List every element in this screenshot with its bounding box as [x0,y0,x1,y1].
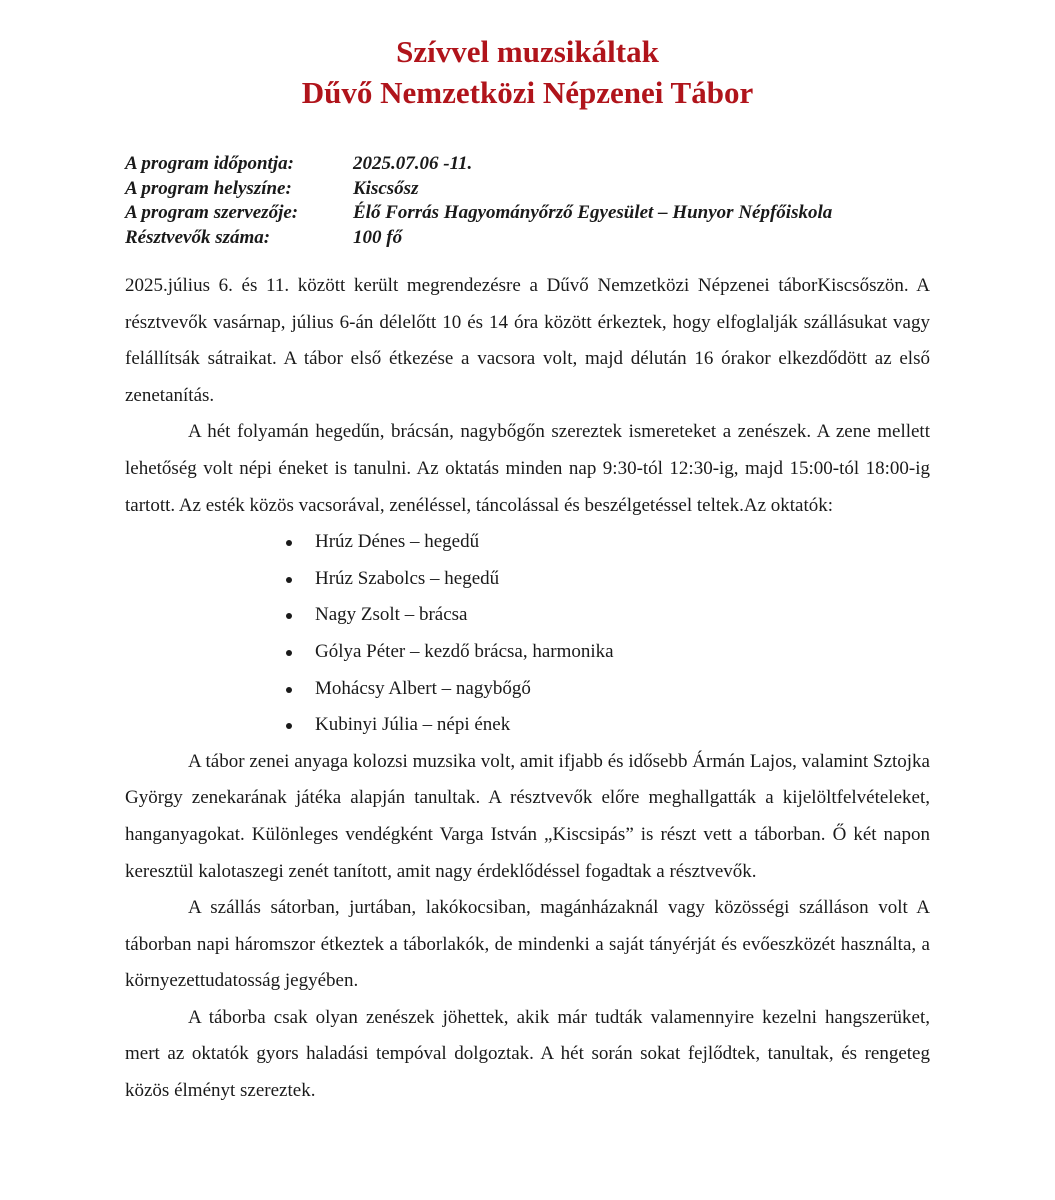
article-body [125,268,930,1110]
list-item [283,634,930,671]
instructor-text: Gólya Péter – kezdő brácsa, harmonika [315,640,614,662]
bullet-icon [286,540,292,546]
info-label: Résztvevők száma: [125,226,271,248]
info-value: Élő Forrás Hagyományőrző Egyesület – Hunyor Népfőiskola [353,202,833,223]
paragraph-conclusion: A táborba csak olyan zenészek jöhettek, akik már tudták valamennyire kezelni hangszerüket, mert az oktatók gyors haladási tempóval dolgoztak. A hét során sokat fejlődtek, tanultak, és rengeteg közös élményt szereztek. [125,1006,930,1102]
instructor-text: Kubinyi Júlia – népi ének [315,714,511,736]
info-value: Kiscsősz [353,177,419,199]
bullet-icon [286,723,292,729]
info-value: 2025.07.06 -11. [353,153,473,174]
info-row-location [125,177,832,202]
info-label: A program szervezője: [125,202,299,223]
info-value: 100 fő [353,226,403,248]
info-label: A program helyszíne: [125,177,292,199]
program-info-block [125,152,832,250]
list-item [283,597,930,634]
bullet-icon [286,577,292,583]
title-line-1: Szívvel muzsikáltak [396,34,659,69]
instructor-text: Nagy Zsolt – brácsa [315,604,468,626]
list-item [283,707,930,744]
paragraph-schedule: A hét folyamán hegedűn, brácsán, nagybőgőn szereztek ismereteket a zenészek. A zene mellett lehetőség volt népi éneket is tanulni. Az oktatás minden nap 9:30-tól 12:30-ig, majd 15:00-tól 18:00-ig tartott. Az esték közös vacsorával, zenéléssel, táncolással és beszélgetéssel teltek.Az oktatók: [125,421,930,516]
title-line-2: Dűvő Nemzetközi Népzenei Tábor [301,75,754,110]
list-item [283,561,930,598]
instructor-text: Hrúz Dénes – hegedű [315,531,480,553]
instructor-text: Hrúz Szabolcs – hegedű [315,567,500,589]
info-label: A program időpontja: [125,153,294,174]
list-item [283,524,930,561]
instructor-text: Mohácsy Albert – nagybőgő [315,677,531,699]
bullet-icon [286,687,292,693]
info-row-participants [125,226,832,251]
info-row-date [125,152,832,177]
paragraph-accommodation: A szállás sátorban, jurtában, lakókocsiban, magánházaknál vagy közösségi szálláson volt A táborban napi háromszor étkeztek a táborlakók, de mindenki a saját tányérját és evőeszközét használta, a környezettudatosság jegyében. [125,897,930,992]
paragraph-music-material: A tábor zenei anyaga kolozsi muzsika volt, amit ifjabb és idősebb Ármán Lajos, valamint Sztojka György zenekarának játéka alapján tanultak. A résztvevők előre meghallgatták a kijelöltfelvételeket, hanganyagokat. Különleges vendégként Varga István „Kiscsipás” is részt vett a táborban. Ő két napon keresztül kalotaszegi zenét tanított, amit nagy érdeklődéssel fogadtak a résztvevők. [125,750,930,882]
info-row-organizer [125,201,832,226]
list-item [283,671,930,708]
bullet-icon [286,650,292,656]
bullet-icon [286,613,292,619]
paragraph-intro: 2025.július 6. és 11. között került megrendezésre a Dűvő Nemzetközi Népzenei táborKiscsőszön. A résztvevők vasárnap, július 6-án délelőtt 10 és 14 óra között érkeztek, hogy elfoglalják szállásukat vagy felállítsák sátraikat. A tábor első étkezése a vacsora volt, majd délután 16 órakor elkezdődött az első zenetanítás. [125,275,930,406]
instructor-list [125,524,930,744]
